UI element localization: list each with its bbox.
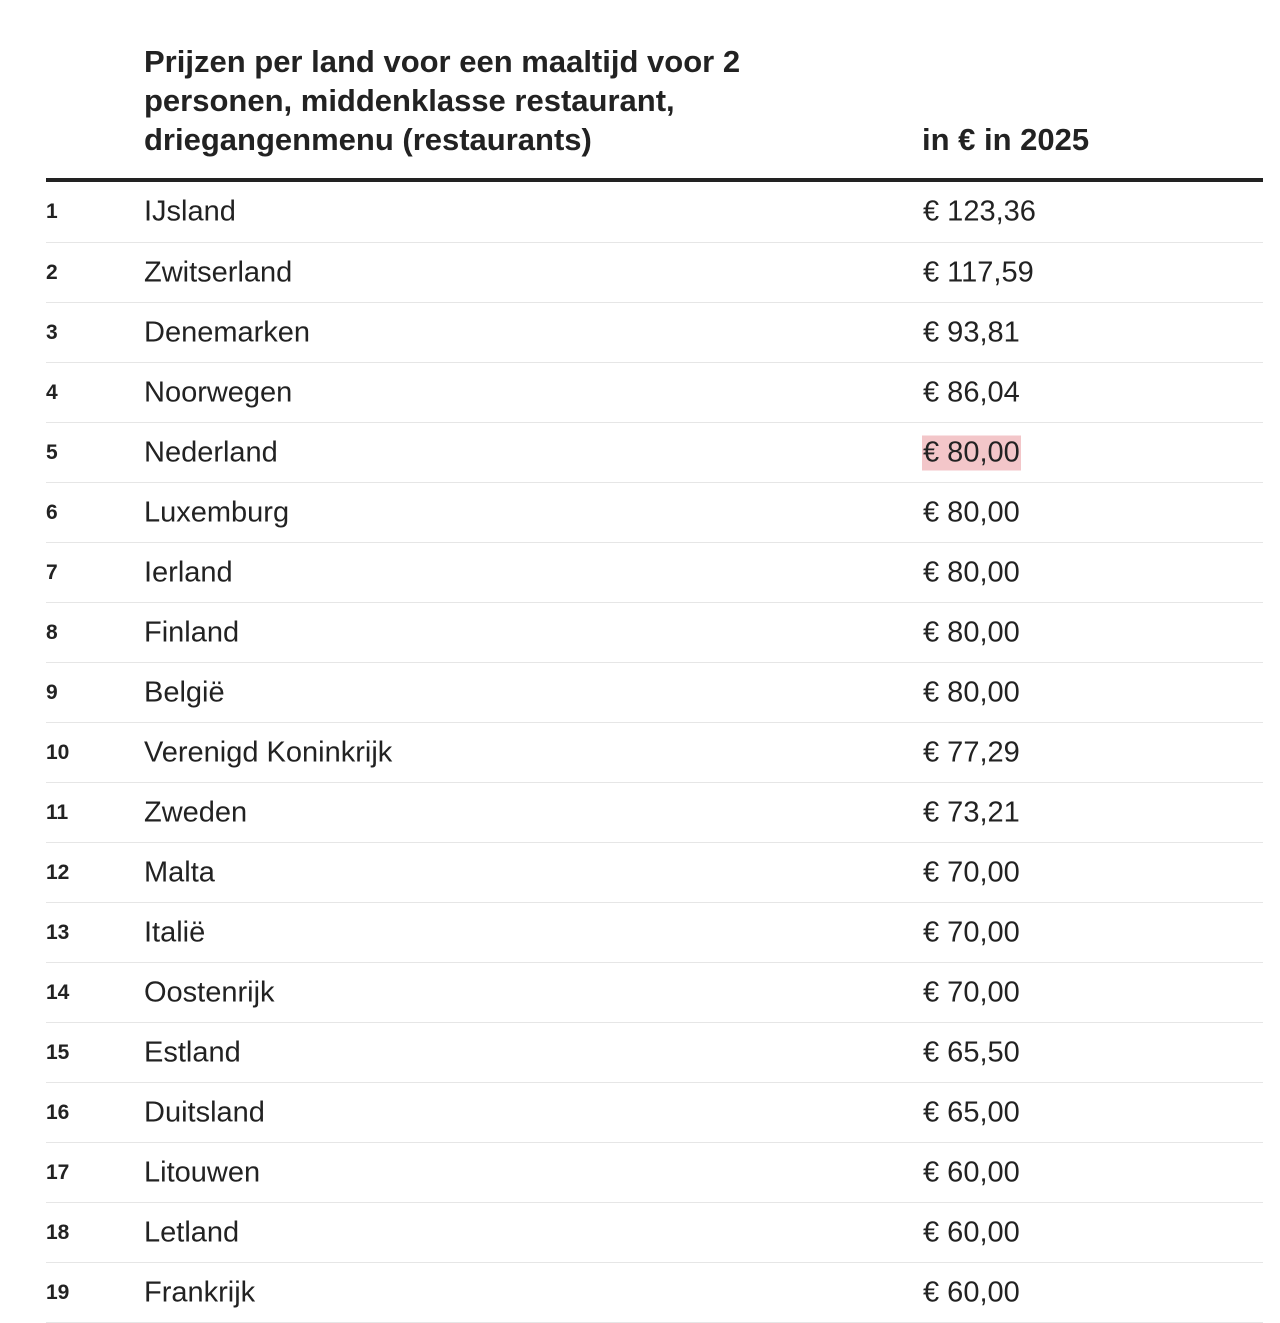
row-price — [922, 376, 1021, 409]
row-country: IJsland — [144, 195, 236, 228]
table-row — [46, 1263, 1263, 1323]
table-row — [46, 182, 1263, 243]
row-price-value: € 80,00 — [923, 616, 1020, 648]
row-rank: 6 — [46, 500, 58, 524]
row-price — [922, 856, 1021, 889]
row-price — [922, 1156, 1021, 1189]
row-price — [922, 256, 1035, 289]
row-price-value: € 70,00 — [923, 916, 1020, 948]
row-country: België — [144, 676, 225, 708]
row-price — [922, 1096, 1021, 1129]
row-country: Frankrijk — [144, 1276, 256, 1308]
table-row — [46, 1083, 1263, 1143]
table-row — [46, 363, 1263, 423]
table-row — [46, 903, 1263, 963]
row-country: Finland — [144, 616, 240, 648]
row-country: Letland — [144, 1216, 240, 1248]
table-row — [46, 243, 1263, 303]
row-price-value: € 65,00 — [923, 1096, 1020, 1128]
value-column-header: in € in 2025 — [922, 122, 1090, 157]
row-rank: 19 — [46, 1280, 70, 1304]
highlighted-price-value: € 80,00 — [923, 436, 1020, 468]
row-rank: 10 — [46, 740, 70, 764]
row-price-value: € 70,00 — [923, 976, 1020, 1008]
row-price-value: € 60,00 — [923, 1276, 1020, 1308]
row-price — [922, 316, 1021, 349]
row-country: Duitsland — [144, 1096, 265, 1128]
table-row — [46, 543, 1263, 603]
row-country: Estland — [144, 1036, 241, 1068]
row-country: Luxemburg — [144, 496, 290, 528]
row-price — [922, 196, 1037, 229]
table-row — [46, 1143, 1263, 1203]
row-price-value: € 80,00 — [923, 556, 1020, 588]
row-price-value: € 70,00 — [923, 856, 1020, 888]
row-rank: 18 — [46, 1220, 70, 1244]
row-country: Oostenrijk — [144, 976, 275, 1008]
row-price-value: € 93,81 — [923, 316, 1020, 348]
table-row-highlighted — [46, 423, 1263, 483]
row-rank: 15 — [46, 1040, 70, 1064]
table-row — [46, 963, 1263, 1023]
table-row — [46, 723, 1263, 783]
row-country: Nederland — [144, 436, 278, 468]
row-price — [922, 736, 1021, 769]
table-row — [46, 1023, 1263, 1083]
row-rank: 9 — [46, 680, 58, 704]
row-price-value: € 60,00 — [923, 1216, 1020, 1248]
row-country: Zwitserland — [144, 256, 293, 288]
table-header — [46, 0, 1263, 182]
row-rank: 16 — [46, 1100, 70, 1124]
row-price — [922, 616, 1021, 649]
row-price-value: € 80,00 — [923, 496, 1020, 528]
table-row — [46, 603, 1263, 663]
row-country: Litouwen — [144, 1156, 261, 1188]
row-price — [922, 976, 1021, 1009]
row-rank: 3 — [46, 320, 58, 344]
row-price-value: € 73,21 — [923, 796, 1020, 828]
row-rank: 12 — [46, 860, 70, 884]
row-country: Italië — [144, 916, 206, 948]
row-price-value: € 77,29 — [923, 736, 1020, 768]
row-price — [922, 796, 1021, 829]
row-price-value: € 65,50 — [923, 1036, 1020, 1068]
row-price — [922, 556, 1021, 589]
table-row — [46, 483, 1263, 543]
row-country: Denemarken — [144, 316, 311, 348]
row-price — [922, 1036, 1021, 1069]
row-country: Noorwegen — [144, 376, 293, 408]
row-price-value: € 80,00 — [923, 676, 1020, 708]
row-price — [922, 436, 1021, 469]
table-row — [46, 843, 1263, 903]
row-country: Ierland — [144, 556, 233, 588]
row-rank: 2 — [46, 260, 58, 284]
table-title: Prijzen per land voor een maaltijd voor 2 personen, middenklasse restaurant, driegangenmenu (restaurants) — [144, 44, 741, 157]
table-row — [46, 663, 1263, 723]
row-rank: 7 — [46, 560, 58, 584]
row-country: Verenigd Koninkrijk — [144, 736, 393, 768]
table-body — [46, 182, 1263, 1323]
row-rank: 1 — [46, 200, 58, 223]
row-price-value: € 86,04 — [923, 376, 1020, 408]
row-price — [922, 676, 1021, 709]
row-price — [922, 916, 1021, 949]
table-row — [46, 783, 1263, 843]
row-rank: 8 — [46, 620, 58, 644]
row-country: Malta — [144, 856, 215, 888]
row-price — [922, 1276, 1021, 1309]
row-rank: 11 — [46, 800, 69, 824]
price-table — [46, 0, 1263, 1323]
table-row — [46, 303, 1263, 363]
row-rank: 13 — [46, 920, 70, 944]
row-country: Zweden — [144, 796, 248, 828]
row-price-value: € 60,00 — [923, 1156, 1020, 1188]
row-price-value: € 123,36 — [923, 195, 1036, 228]
row-price — [922, 1216, 1021, 1249]
table-row — [46, 1203, 1263, 1263]
row-rank: 14 — [46, 980, 70, 1004]
row-rank: 4 — [46, 380, 58, 404]
row-rank: 5 — [46, 440, 58, 464]
row-price-value: € 117,59 — [923, 256, 1034, 288]
row-rank: 17 — [46, 1160, 70, 1184]
row-price — [922, 496, 1021, 529]
